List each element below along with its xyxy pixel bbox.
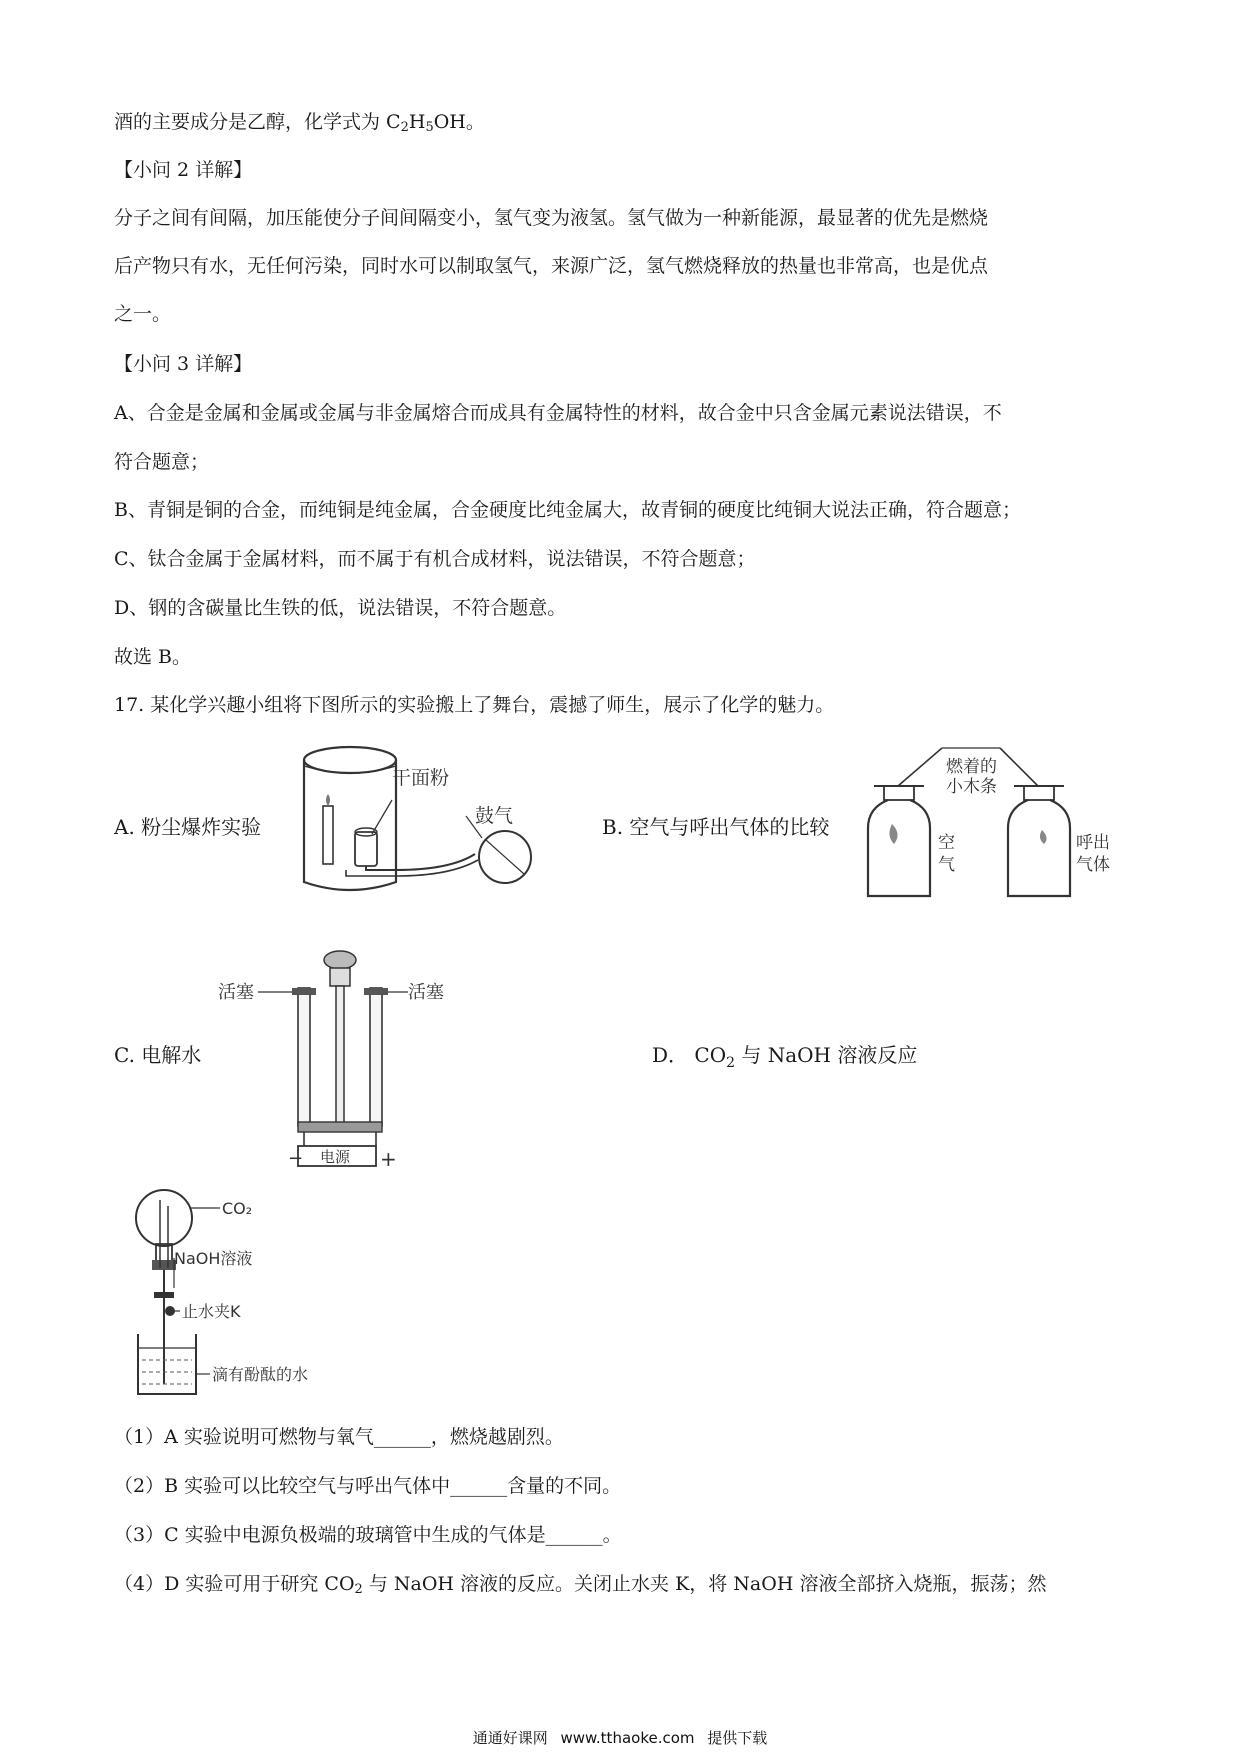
flour-label: 干面粉 (392, 767, 450, 789)
text-line (114, 109, 485, 135)
question-3 (114, 1522, 622, 1548)
section-heading: 【小问 2 详解】 (114, 159, 253, 181)
paragraph-line: 后产物只有水，无任何污染，同时水可以制取氢气，来源广泛，氢气燃烧释放的热量也非常高，也是优点 (114, 255, 989, 277)
plus-sign: + (380, 1147, 397, 1171)
answer-line: 故选 B。 (114, 646, 192, 668)
exhaled-label-1: 呼出 (1076, 833, 1110, 853)
text: （4）D 实验可用于研究 CO (114, 1573, 355, 1595)
bellows-label: 鼓气 (475, 805, 514, 827)
figure-breath-comparison (862, 748, 1132, 908)
naoh-label: NaOH溶液 (174, 1249, 253, 1268)
paragraph-line: C、钛合金属于金属材料，而不属于有机合成材料，说法错误，不符合题意； (114, 548, 756, 570)
paragraph-line: 之一。 (114, 303, 172, 325)
subscript: 2 (400, 120, 409, 135)
text: 与 NaOH 溶液反应 (735, 1043, 918, 1067)
subscript: 5 (425, 120, 434, 135)
paragraph-line: 符合题意； (114, 451, 210, 473)
page-footer (0, 1727, 1240, 1748)
option-a-label: A. 粉尘爆炸实验 (114, 815, 262, 839)
text: 。 (602, 1524, 622, 1546)
text: （1）A 实验说明可燃物与氧气 (114, 1426, 374, 1448)
text: （3）C 实验中电源负极端的玻璃管中生成的气体是 (114, 1524, 546, 1546)
co2-label: CO₂ (222, 1199, 253, 1218)
option-b-label: B. 空气与呼出气体的比较 (602, 815, 830, 839)
answer-blank: ______ (373, 1426, 431, 1448)
text: 与 NaOH 溶液的反应。关闭止水夹 K，将 NaOH 溶液全部挤入烧瓶，振荡；然 (362, 1573, 1047, 1595)
text: OH。 (433, 111, 485, 133)
air-label-1: 空 (938, 833, 955, 853)
paragraph-line: B、青铜是铜的合金，而纯铜是纯金属，合金硬度比纯金属大，故青铜的硬度比纯铜大说法正确，符合题意； (114, 499, 1021, 521)
subscript: 2 (726, 1055, 736, 1071)
stick-label-line1: 燃着的 (946, 757, 997, 777)
clamp-label: 止水夹K (182, 1302, 241, 1321)
text: 含量的不同。 (507, 1475, 622, 1497)
subscript: 2 (354, 1582, 363, 1597)
option-c-label: C. 电解水 (114, 1043, 202, 1067)
text: D． CO (652, 1043, 727, 1067)
valve-left-label: 活塞 (218, 982, 254, 1003)
question-4 (114, 1571, 1046, 1597)
question-2 (114, 1473, 621, 1499)
text: H (408, 111, 426, 133)
stick-label-line2: 小木条 (946, 777, 997, 797)
figure-electrolysis (212, 948, 444, 1171)
power-label: 电源 (320, 1148, 351, 1166)
water-label: 滴有酚酞的水 (212, 1365, 309, 1384)
exhaled-label-2: 气体 (1076, 855, 1110, 875)
footer-note: 提供下载 (707, 1729, 768, 1747)
question-stem: 17. 某化学兴趣小组将下图所示的实验搬上了舞台，震撼了师生，展示了化学的魅力。 (114, 694, 835, 716)
answer-blank: ______ (545, 1524, 603, 1546)
option-d-label (652, 1042, 917, 1076)
figure-co2-naoh (130, 1188, 350, 1398)
paragraph-line: D、钢的含碳量比生铁的低，说法错误，不符合题意。 (114, 597, 567, 619)
valve-right-label: 活塞 (408, 982, 444, 1003)
paragraph-line: A、合金是金属和金属或金属与非金属熔合而成具有金属特性的材料，故合金中只含金属元素说法错误，不 (114, 402, 1002, 424)
figure-dust-explosion (300, 742, 550, 902)
text: （2）B 实验可以比较空气与呼出气体中 (114, 1475, 451, 1497)
text: ，燃烧越剧烈。 (430, 1426, 564, 1448)
footer-site: 通通好课网 (472, 1729, 548, 1747)
footer-url[interactable]: www.tthaoke.com (560, 1729, 695, 1747)
question-1 (114, 1424, 564, 1450)
section-heading: 【小问 3 详解】 (114, 353, 253, 375)
air-label-2: 气 (938, 855, 955, 875)
answer-blank: ______ (450, 1475, 508, 1497)
text: 酒的主要成分是乙醇，化学式为 C (114, 111, 401, 133)
paragraph-line: 分子之间有间隔，加压能使分子间间隔变小，氢气变为液氢。氢气做为一种新能源，最显著的优先是燃烧 (114, 207, 989, 229)
minus-sign: − (288, 1148, 304, 1169)
